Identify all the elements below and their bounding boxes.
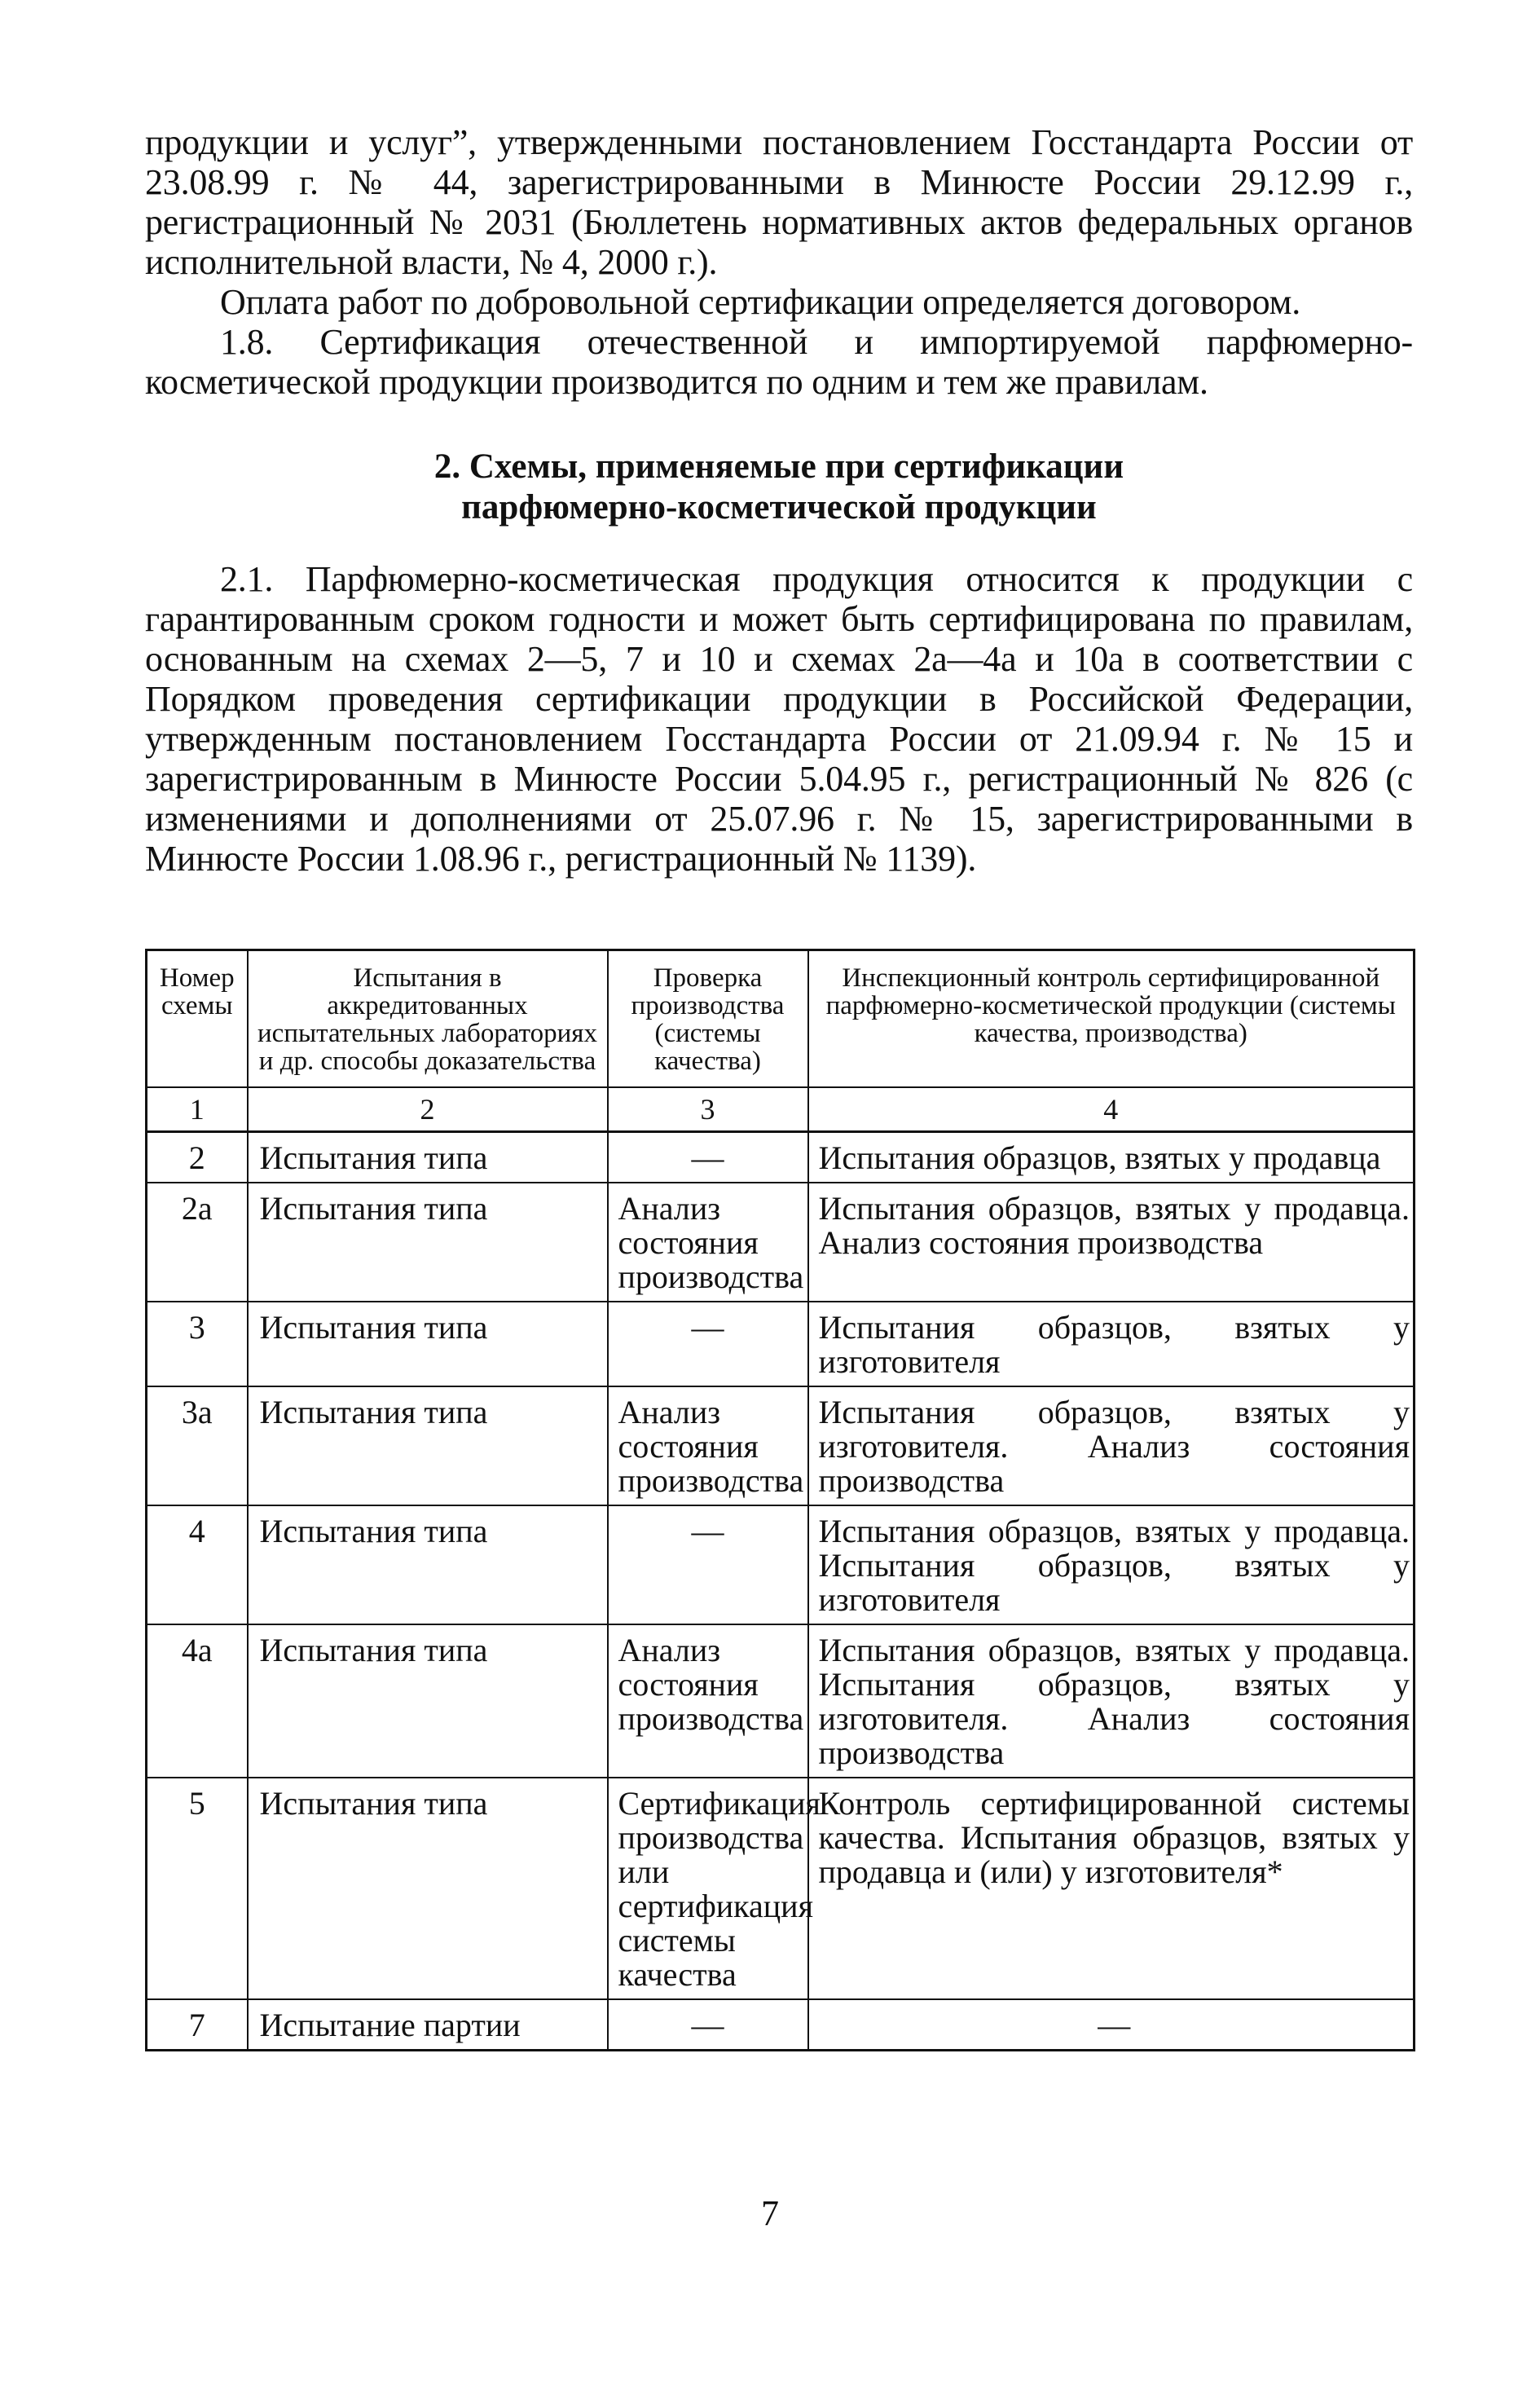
section-text [145, 559, 1413, 879]
scheme-number: 5 [147, 1778, 248, 1999]
column-number: 3 [608, 1087, 808, 1132]
column-number: 4 [808, 1087, 1415, 1132]
header-inspection-control: Инспекционный контроль сертифицированной парфюмерно-косметической продукции (системы качества, производства) [808, 950, 1415, 1088]
production-check: Анализ состояния производства [608, 1386, 808, 1505]
test-type: Испытания типа [248, 1624, 608, 1778]
section-heading [145, 447, 1413, 528]
inspection-control: Испытания образцов, взятых у продавца. Анализ состояния производства [808, 1183, 1415, 1302]
table-header-row [147, 950, 1415, 1088]
production-check: Сертификация производства или сертификация системы качества [608, 1778, 808, 1999]
table-row [147, 1624, 1415, 1778]
table-row [147, 1132, 1415, 1183]
header-tests: Испытания в аккредитованных испытательных лабораториях и др. способы доказательства [248, 950, 608, 1088]
paragraph-1-8: 1.8. Сертификация отечественной и импортируемой парфюмерно-косметической продукции производится по одним и тем же правилам. [145, 322, 1413, 402]
table-row [147, 1778, 1415, 1999]
scheme-number: 2 [147, 1132, 248, 1183]
inspection-control: Испытания образцов, взятых у продавца. Испытания образцов, взятых у изготовителя [808, 1505, 1415, 1624]
column-number: 2 [248, 1087, 608, 1132]
table-row [147, 1505, 1415, 1624]
production-check: Анализ состояния производства [608, 1624, 808, 1778]
scheme-number: 2а [147, 1183, 248, 1302]
section-heading-line1: 2. Схемы, применяемые при сертификации [433, 447, 1124, 486]
page-number: 7 [761, 2193, 779, 2233]
section-heading-line2: парфюмерно-косметической продукции [461, 488, 1097, 527]
production-check: — [608, 1302, 808, 1386]
column-number-row [147, 1087, 1415, 1132]
table-row [147, 1183, 1415, 1302]
test-type: Испытания типа [248, 1778, 608, 1999]
scheme-number: 4 [147, 1505, 248, 1624]
inspection-control: — [808, 1999, 1415, 2051]
inspection-control: Испытания образцов, взятых у продавца [808, 1132, 1415, 1183]
paragraph-continuation: продукции и услуг”, утвержденными постановлением Госстандарта России от 23.08.99 г. № 44, зарегистрированными в Минюсте России 29.12.99 г., регистрационный № 2031 (Бюллетень нормативных актов федеральных органов исполнительной власти, № 4, 2000 г.). [145, 122, 1413, 282]
scheme-number: 4а [147, 1624, 248, 1778]
inspection-control: Контроль сертифицированной системы качества. Испытания образцов, взятых у продавца и (или) у изготовителя* [808, 1778, 1415, 1999]
table-row [147, 1302, 1415, 1386]
intro-text [145, 122, 1413, 402]
paragraph-payment: Оплата работ по добровольной сертификации определяется договором. [220, 282, 1301, 322]
schemes-table [145, 949, 1415, 2051]
inspection-control: Испытания образцов, взятых у продавца. Испытания образцов, взятых у изготовителя. Анализ состояния производства [808, 1624, 1415, 1778]
production-check: — [608, 1505, 808, 1624]
header-scheme-number: Номер схемы [147, 950, 248, 1088]
test-type: Испытания типа [248, 1302, 608, 1386]
test-type: Испытания типа [248, 1505, 608, 1624]
test-type: Испытания типа [248, 1132, 608, 1183]
production-check: Анализ состояния производства [608, 1183, 808, 1302]
inspection-control: Испытания образцов, взятых у изготовителя [808, 1302, 1415, 1386]
column-number: 1 [147, 1087, 248, 1132]
scheme-number: 7 [147, 1999, 248, 2051]
test-type: Испытания типа [248, 1386, 608, 1505]
paragraph-2-1: 2.1. Парфюмерно-косметическая продукция относится к продукции с гарантированным сроком годности и может быть сертифицирована по правилам, основанным на схемах 2—5, 7 и 10 и схемах 2а—4а и 10а в соответствии с Порядком проведения сертификации продукции в Российской Федерации, утвержденным постановлением Госстандарта России от 21.09.94 г. № 15 и зарегистрированным в Минюсте России 5.04.95 г., регистрационный № 826 (с изменениями и дополнениями от 25.07.96 г. № 15, зарегистрированными в Минюсте России 1.08.96 г., регистрационный № 1139). [145, 559, 1413, 879]
inspection-control: Испытания образцов, взятых у изготовителя. Анализ состояния производства [808, 1386, 1415, 1505]
table-row [147, 1386, 1415, 1505]
scheme-number: 3 [147, 1302, 248, 1386]
production-check: — [608, 1132, 808, 1183]
test-type: Испытание партии [248, 1999, 608, 2051]
scheme-number: 3а [147, 1386, 248, 1505]
production-check: — [608, 1999, 808, 2051]
header-production-check: Проверка производства (системы качества) [608, 950, 808, 1088]
test-type: Испытания типа [248, 1183, 608, 1302]
table-row [147, 1999, 1415, 2051]
